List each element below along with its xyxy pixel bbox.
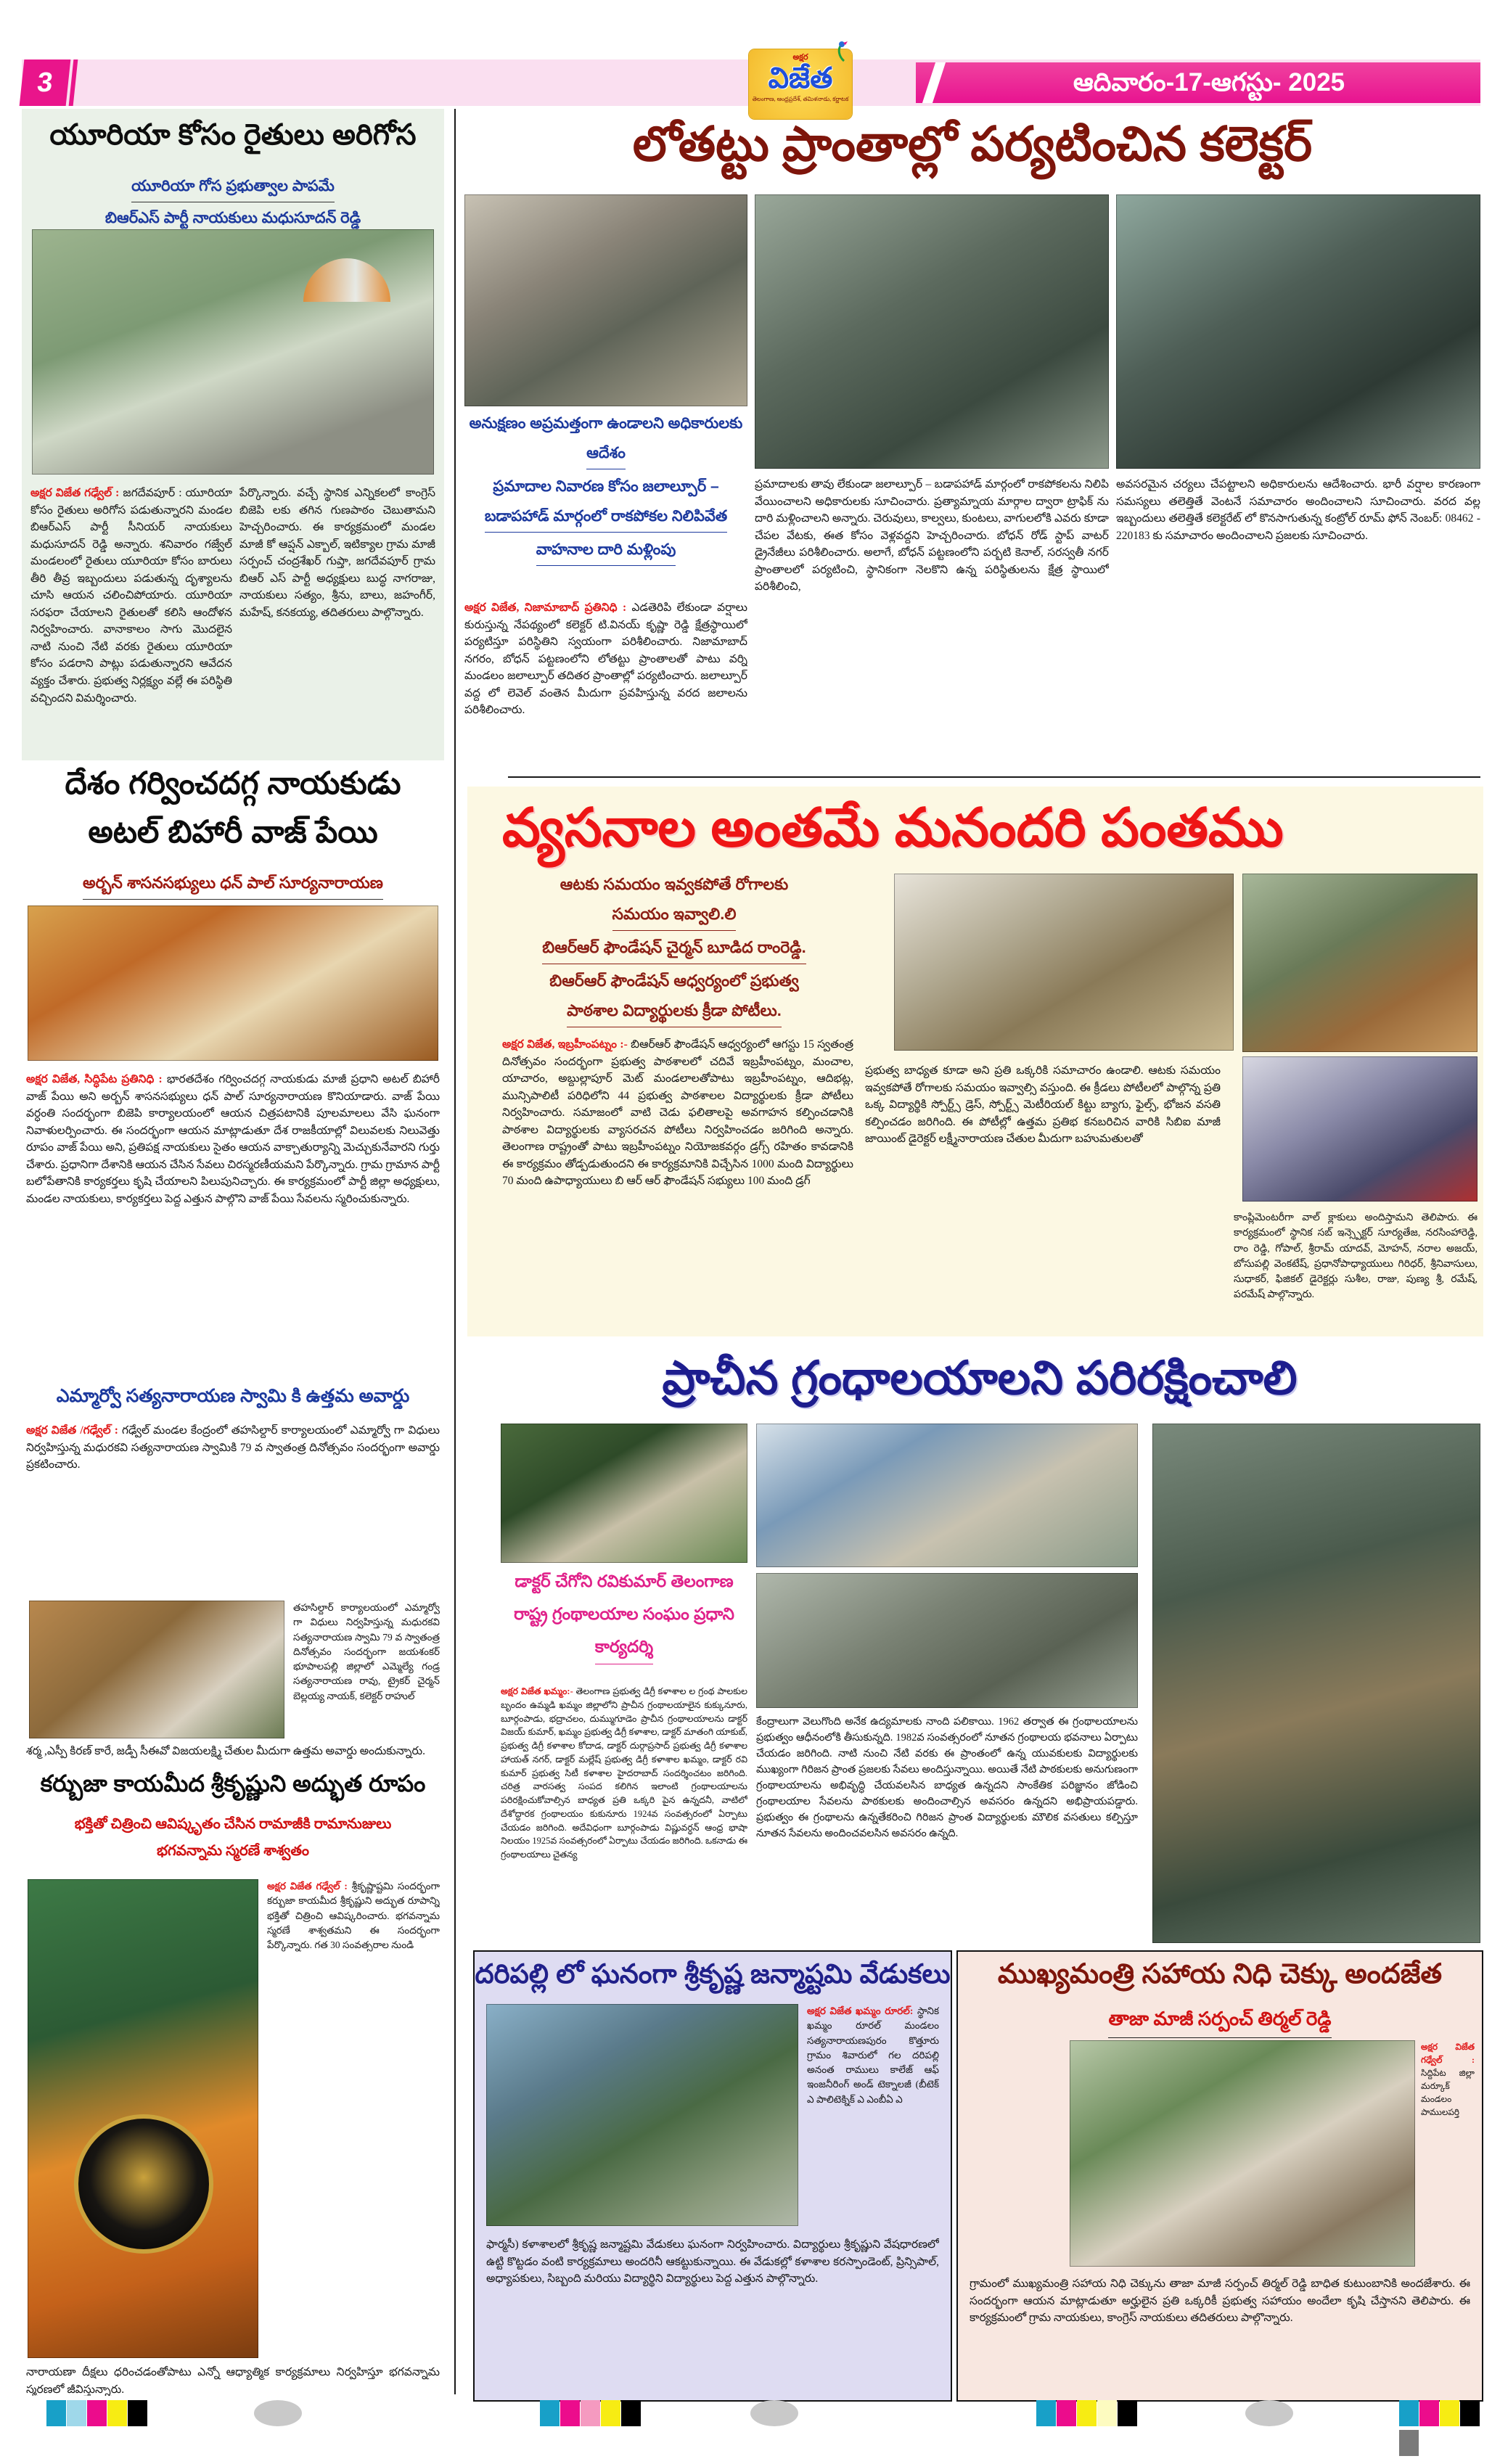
page-number-box [20, 59, 71, 106]
peacock-icon [835, 41, 853, 62]
photo-college-road [486, 2004, 798, 2226]
collector-headline: లోతట్టు ప్రాంతాల్లో పర్యటించిన కలెక్టర్ [632, 117, 1313, 171]
library-subhead-block [501, 1572, 747, 1664]
atal-headline-line2: అటల్ బిహారీ వాజ్ పేయి [88, 815, 378, 850]
color-bar [621, 2400, 641, 2426]
color-bar [67, 2400, 86, 2426]
atal-body: అక్షర విజేత, సిద్ధిపేట ప్రతినిధి : భారతదేశం గర్వించదగ్గ నాయకుడు మాజీ ప్రధాని అటల్ బిహారీ వాజ్ పేయి అని అర్బన్ శాసనసభ్యులు ధన్ పాల్ సూర్యనారాయణ కొనియాడారు. వాజ్ పేయి వర్ధంతి సందర్భంగా బిజెపి కార్యాలయంలో ఆయన చిత్రపటానికి పూలమాలలు వేసి ఘనంగా నివాళులర్పించారు. ఈ సందర్భంగా ఆయన మాట్లాడుతూ దేశ రాజకీయాల్లో విలువలకు నిలువెత్తు రూపం వాజ్ పేయి అని, ప్రతిపక్ష నాయకులు సైతం ఆయన వాక్చాతుర్యాన్ని మెచ్చుకునేవారని గుర్తు చేశారు. ప్రధానిగా దేశానికి ఆయన చేసిన సేవలు చిరస్మరణీయమని పేర్కొన్నారు. గ్రామ గ్రామాన పార్టీ బలోపేతానికి కార్యకర్తలు కృషి చేయాలని పిలుపునిచ్చారు. ఈ కార్యక్రమంలో పార్టీ జిల్లా అధ్యక్షులు, మండల నాయకులు, కార్యకర్తలు పెద్ద ఎత్తున పాల్గొని వాజ్ పేయి సేవలను స్మరించుకున్నారు. [26, 1073, 440, 1205]
logo-bottom-label: తెలంగాణ, ఆంధ్రప్రదేశ్, తమిళనాడు, కర్ణాటక [752, 96, 849, 102]
sports-subhead-4: బిఆర్ఆర్ ఫౌండేషన్ ఆధ్వర్యంలో ప్రభుత్వ [549, 972, 799, 990]
date-ribbon [916, 62, 1480, 103]
library-headline: ప్రాచీన గ్రంధాలయాలని పరిరక్షించాలి [662, 1352, 1298, 1404]
color-bar [560, 2400, 580, 2426]
photo-book-cupboard [1152, 1424, 1480, 1943]
logo-top-label: అక్షర [792, 53, 808, 62]
library-subhead-3: కార్యదర్శి [501, 1637, 747, 1664]
page-number: 3 [36, 67, 54, 98]
library-col2: కేంద్రాలుగా వెలుగొంది అనేక ఉద్యమాలకు నాంది పలికాయి. 1962 తర్వాత ఈ గ్రంథాలయాలను ప్రభుత్వం ఆధీనంలోకి తీసుకున్నది. 1982వ సంవత్సరంలో నూతన గ్రంథాలయ భవనాలు ఏర్పాటు చేయడం జరిగింది. నాటి నుంచి నేటి వరకు ఈ ప్రాంతంలో ఉన్న యువకులకు విద్యార్థులకు ముఖ్యంగా గిరిజన ప్రాంత ప్రజలకు సేవలు అందిస్తున్నాయి. అయితే నేటి పాఠకులకు అనుగుణంగా గ్రంథాలయాలను అభివృద్ధి చేయవలసిన బాధ్యత ఉన్నదని సాంకేతిక పరిజ్ఞానం జోడించి గ్రంథాలయాల సేవలను పాఠకులకు అందించాల్సిన అవసరం ఉన్నదని అభిప్రాయపడ్డారు. ప్రభుత్వం ఈ గ్రంథాలను ఉన్నతేకరించి గిరిజన ప్రాంత విద్యార్థులకు మౌలిక వసతులు కల్పిస్తూ నూతన సేవలను అందించవలసిన అవసరం ఉన్నది. [756, 1716, 1138, 1840]
cm-body-side: అక్షర విజేత గఢ్వేల్ : సిద్దిపేట జిల్లా మర్కూక్ మండలం పాములపర్తి [1421, 2042, 1475, 2117]
atal-headline-line1: దేశం గర్వించదగ్గ నాయకుడు [65, 766, 401, 801]
photo-award-ceremony [29, 1601, 284, 1738]
reg-oval-3 [1245, 2400, 1293, 2426]
article-sports [467, 787, 1483, 1336]
reg-group-1 [46, 2400, 148, 2430]
cm-subhead: తాజా మాజీ సర్పంచ్ తిర్మల్ రెడ్డి [958, 2008, 1482, 2038]
collector-subhead-1: అనుక్షణం అప్రమత్తంగా ఉండాలని అధికారులకు [469, 415, 743, 432]
library-subhead-2: రాష్ట్ర గ్రంథాలయాల సంఘం ప్రధాని [514, 1604, 734, 1623]
collector-subhead-block [464, 415, 747, 566]
color-bar [1118, 2400, 1137, 2426]
reg-group-4 [1399, 2400, 1500, 2460]
article-urea [22, 109, 444, 760]
karbuja-subhead-2: భగవన్నామ స్మరణే శాశ్వతం [156, 1843, 310, 1859]
color-bar [1077, 2400, 1097, 2426]
rule-below-collector [508, 776, 1480, 778]
karbuja-body-bottom: నారాయణా దీక్షలు ధరించడంతోపాటు ఎన్నో ఆధ్యాత్మిక కార్యక్రమాలు నిర్వహిస్తూ భగవన్నామ స్మరణలో జీవిస్తున్నారు. [26, 2366, 440, 2396]
photo-cheque-handover [1070, 2040, 1415, 2267]
urea-body-col2: పేర్కొన్నారు. వచ్చే స్థానిక ఎన్నికలలో కాంగ్రెస్ బిజెపి లకు తగిన గుణపాఠం చెబుతామని హెచ్చరించారు. ఈ కార్యక్రమంలో మండల మాజీ కో ఆప్షన్ ఎక్బాల్, ఇటిక్యాల గ్రామ మాజీ సర్పంచ్ చంద్రశేఖర్ గుప్తా, జగదేవపూర్ గ్రామ బిఆర్ ఎస్ పార్టీ అధ్యక్షులు బుద్ధ నాగరాజు, నాయకులు సత్యం, శ్రీను, బాలు, జహంగీర్, మహేష్, కనకయ్య, తదితరులు పాల్గొన్నారు. [239, 487, 435, 619]
sports-col1: అక్షర విజేత, ఇబ్రహీంపట్నం :- బిఆర్ఆర్ ఫౌండేషన్ ఆధ్వర్యంలో ఆగస్టు 15 స్వతంత్ర దినోత్సవం సందర్భంగా ప్రభుత్వ పాఠశాలలో చదివే ఇబ్రహీంపట్నం, మంచాల, యాచారం, అబ్దుల్లాపూర్ మెట్ మండలాలతోపాటు ఇబ్రహీంపట్నం, ఆదిభట్ల, మున్సిపాలిటీ పరిధిలోని 44 ప్రభుత్వ పాఠశాలల విద్యార్థులకు క్రీడా పోటీలు నిర్వహించారు. సమాజంలో వాటి చెడు ఫలితాలపై అవగాహన కల్పించడానికి పాఠశాల విద్యార్థులకు వ్యాసరచన పోటీలు నిర్వహించడం జరిగింది అన్నారు. తెలంగాణ రాష్ట్రంతో పాటు ఇబ్రహీంపట్నం నియోజకవర్గం డ్రగ్స్ రహితం కావడానికి ఈ కార్యక్రమం తోడ్పడుతుందని ఈ కార్యక్రమానికి విచ్చేసిన 1000 మంది విద్యార్థులు 70 మంది ఉపాధ్యాయులు బి ఆర్ ఆర్ ఫౌండేషన్ సభ్యులు 100 మంది డ్రగ్ [502, 1038, 853, 1188]
photo-library-building [501, 1424, 747, 1563]
article-daripalli [473, 1950, 952, 2402]
registration-marks [0, 2400, 1500, 2429]
photo-bjp-tribute [28, 905, 438, 1061]
column-divider [454, 109, 456, 2394]
reg-oval-1 [254, 2400, 302, 2426]
masthead-logo [749, 49, 852, 119]
color-bar [128, 2400, 147, 2426]
logo-title: విజేత [768, 62, 833, 94]
article-cm-cheque [956, 1950, 1483, 2402]
sports-subhead-3: బిఆర్ఆర్ ఫౌండేషన్ చైర్మన్ బూడిద రాంరెడ్డి. [504, 938, 845, 964]
emro-subhead: ఎమ్మార్వో సత్యనారాయణ స్వామి కి ఉత్తమ అవార్డు [56, 1386, 410, 1406]
photo-farmers-protest [32, 229, 434, 475]
umbrella-shape [303, 258, 390, 302]
color-bar [1460, 2400, 1480, 2426]
library-subhead-1: డాక్టర్ చేగోని రవికుమార్ తెలంగాణ [515, 1572, 734, 1590]
sports-subhead-2: సమయం ఇవ్వాలి.లి [504, 905, 845, 931]
color-bar [107, 2400, 127, 2426]
daripalli-body-side: అక్షర విజేత ఖమ్మం రూరల్: స్థానిక ఖమ్మం రూరల్ మండలం సత్యనారాయణపురం కొత్తూరు గ్రామం శివారులో గల దరిపల్లి అనంత రాములు కాలేజ్ ఆఫ్ ఇంజనీరింగ్ అండ్ టెక్నాలజీ (బీటెక్ ఎ పాలిటెక్నిక్ ఎ ఎంబీఏ ఎ [807, 2005, 939, 2105]
photo-collector-field-visit [755, 194, 1109, 469]
sports-col2: ప్రభుత్వ బాధ్యత కూడా అని ప్రతి ఒక్కరికి సమాచారం ఉండాలి. ఆటకు సమయం ఇవ్వకపోతే రోగాలకు సమయం ఇవ్వాల్సి వస్తుంది. ఈ క్రీడలు పోటీలలో పాల్గొన్న ప్రతి ఒక్క విద్యార్థికి స్పోర్ట్స్ డ్రెస్, స్పోర్ట్స్ మెటీరియల్ కిట్టు బ్యాగు, ఫైల్స్, భోజన వసతి కల్పించడం జరిగింది. ఈ పోటీల్లో ఉత్తమ ప్రతిభ కనబరిచిన వారికి సిబిఐ మాజీ జాయింట్ డైరెక్టర్ లక్ష్మీనారాయణ చేతుల మీదుగా బహుమతులతో [865, 1064, 1221, 1146]
reg-group-3 [1036, 2400, 1138, 2430]
color-bar [601, 2400, 620, 2426]
photo-collector-office [464, 194, 747, 406]
color-bar [1440, 2400, 1459, 2426]
urea-subhead-1: యూరియా గోస ప్రభుత్వాల పాపమే [22, 178, 444, 202]
color-bar [540, 2400, 560, 2426]
edition-date: ఆదివారం-17-ఆగస్టు- 2025 [1073, 68, 1345, 96]
color-bar [1097, 2400, 1117, 2426]
cm-body-bottom: గ్రామంలో ముఖ్యమంత్రి సహాయ నిధి చెక్కును తాజా మాజీ సర్పంచ్ తిర్మల్ రెడ్డి బాధిత కుటుంబానికి అందజేశారు. ఈ సందర్భంగా ఆయన మాట్లాడుతూ అర్హులైన ప్రతి ఒక్కరికీ ప్రభుత్వ సహాయం అందేలా కృషి చేస్తానని తెలిపారు. ఈ కార్యక్రమంలో గ్రామ నాయకులు, కాంగ్రెస్ నాయకులు తదితరులు పాల్గొన్నారు. [970, 2278, 1470, 2325]
library-col1: అక్షర విజేత ఖమ్మం:- తెలంగాణ ప్రభుత్వ డిగ్రీ కళాశాల ల గ్రంథ పాలకుల బృందం ఉమ్మడి ఖమ్మం జిల్లాలోని ప్రాచీన గ్రంథాలయాలైన కుక్కునూరు, బూర్గంపాడు, భద్రాచలం, దుమ్ముగూడెం ప్రాచీన గ్రంథాలయాలను డాక్టర్ విజయ్ కుమార్, ఖమ్మం ప్రభుత్వ డిగ్రీ కళాశాల, డాక్టర్ మాతంగి యాకుబ్, ప్రభుత్వ డిగ్రీ కళాశాల కోదాడ, డాక్టర్ దుర్గాప్రసాద్ ప్రభుత్వ డిగ్రీ కళాశాల హాయత్ నగర్, డాక్టర్ మల్లేష్ ప్రభుత్వ డిగ్రీ కళాశాల ఖమ్మం, డాక్టర్ రవి కుమార్ ప్రభుత్వ సిటీ కళాశాల హైదరాబాద్ సందర్శించటం జరిగింది. చరిత్ర వారసత్వ సంపద కలిగిన ఇలాంటి గ్రంథాలయాలను పరిరక్షించుకోవాల్సిన బాధ్యత ప్రతి ఒక్కరి పైన ఉన్నదనీ, వాటిలో దేశోద్ధారక గ్రంథాలయం కుకునూరు 1924వ సంవత్సరంలో ఏర్పాటు చేయడం జరిగింది. అదేవిధంగా బూర్గంపాడు విష్ణువర్ధన్ ఆంధ్ర భాషా నిలయం 1925వ సంవత్సరంలో ఏర్పాటు చేయడం జరిగింది. ఒకనాడు ఈ గ్రంథాలయాలు చైతన్య [501, 1686, 747, 1860]
shiva-plaque-shape [78, 2119, 209, 2249]
color-bar [1057, 2400, 1076, 2426]
photo-sports-ground-group [894, 874, 1234, 1051]
daripalli-body-bottom: ఫార్మసీ) కళాశాలలో శ్రీకృష్ణ జన్మాష్టమి వేడుకలు ఘనంగా నిర్వహించారు. విద్యార్థులు శ్రీకృష్ణుని వేషధారణలో ఉట్టి కొట్టడం వంటి కార్యక్రమాలు అందరినీ ఆకట్టుకున్నాయి. ఈ వేడుకల్లో కళాశాల కరస్పాండెంట్, ప్రిన్సిపాల్, అధ్యాపకులు, సిబ్బంది మరియు విద్యార్థిని విద్యార్థులు పెద్ద ఎత్తున పాల్గొన్నారు. [486, 2238, 939, 2286]
sports-col3: కాంప్లిమెంటరీగా వాల్ క్లాకులు అందిస్తామని తెలిపారు. ఈ కార్యక్రమంలో స్థానిక సబ్ ఇన్స్పెక్టర్ సూర్యతేజ, నరసింహారెడ్డి, రాం రెడ్డి, గోపాల్, శ్రీరామ్ యాదవ్, మోహన్, నరాల అజయ్, బోసుపల్లి వెంకటేష్, ప్రధానోపాధ్యాయులు గిరిధర్, శ్రీనివాసులు, సుధాకర్, ఫిజికల్ డైరెక్టర్లు సుశీల, రాజు, పుణ్య శ్రీ, రమేష్, పరమేష్ పాల్గొన్నారు. [1234, 1212, 1478, 1301]
daripalli-headline: దరిపల్లి లో ఘనంగా శ్రీకృష్ణ జన్మాష్టమి వేడుకలు [475, 1959, 951, 1989]
collector-col3: అవసరమైన చర్యలు చేపట్టాలని అధికారులను ఆదేశించారు. భారీ వర్షాల కారణంగా సమస్యలు తలెత్తితే వెంటనే సమాచారం అందించాలని సూచించారు. వరద వల్ల ఇబ్బందులు తలెత్తితే కలెక్టరేట్ లో కొనసాగుతున్న కంట్రోల్ రూమ్ ఫోన్ నెంబర్: 08462 - 220183 కు సమాచారం అందించాలని ప్రజలకు సూచించారు. [1116, 478, 1480, 542]
sports-headline: వ్యసనాల అంతమే మనందరి పంతము [502, 797, 1284, 858]
article-karbuja [22, 1770, 444, 2399]
photo-collector-rain-visit [1116, 194, 1480, 469]
photo-sadhu-shiva-art [28, 1879, 258, 2358]
karbuja-headline: కర్బుజా కాయమీద శ్రీకృష్ణుని అద్భుత రూపం [40, 1770, 426, 1796]
section-emro-award [22, 1386, 444, 1769]
collector-subhead-3: ప్రమాదాల నివారణ కోసం జలాల్పూర్ – [493, 478, 719, 495]
urea-headline: యూరియా కోసం రైతులు అరిగోస [49, 119, 417, 151]
color-bar [87, 2400, 107, 2426]
color-bar [46, 2400, 66, 2426]
photo-branch-library-sign [756, 1424, 1138, 1567]
photo-volleyball-match [1242, 874, 1478, 1052]
photo-press-meet-mics [1242, 1056, 1478, 1202]
color-bar [1036, 2400, 1056, 2426]
article-atal [22, 763, 444, 1384]
emro-body-top: అక్షర విజేత /గఢ్వేల్ : గఢ్వేల్ మండల కేంద్రంలో తహసిల్దార్ కార్యాలయంలో ఎమ్మార్వో గా విధులు నిర్వహిస్తున్న మధురకవి సత్యనారాయణ స్వామికి 79 వ స్వాతంత్ర దినోత్సవం సందర్భంగా అవార్డు ప్రకటించారు. [26, 1424, 440, 1471]
sports-subhead-block [504, 875, 845, 1027]
reg-group-2 [540, 2400, 642, 2430]
collector-subhead-4: బడాపహాడ్ మార్గంలో రాకపోకల నిలిపివేత [464, 508, 747, 533]
karbuja-subhead-1: భక్తితో చిత్రించి ఆవిష్కృతం చేసిన రామాజీకి రామానుజులు [74, 1816, 392, 1832]
photo-library-interior [756, 1573, 1138, 1708]
cm-headline: ముఖ్యమంత్రి సహాయ నిధి చెక్కు అందజేత [997, 1959, 1443, 1989]
color-bar [581, 2400, 600, 2426]
color-bar [1419, 2400, 1439, 2426]
emro-body-side: తహసిల్దార్ కార్యాలయంలో ఎమ్మార్వో గా విధులు నిర్వహిస్తున్న మధురకవి సత్యనారాయణ స్వామి 79 వ స్వాతంత్ర దినోత్సవం సందర్భంగా జయశంకర్ భూపాలపల్లి జిల్లాలో ఎమ్మెల్యే గండ్ర సత్యనారాయణ రావు, ట్రైకర్ చైర్మన్ బెల్లయ్య నాయక్, కలెక్టర్ రాహుల్ [293, 1602, 440, 1701]
urea-subhead-2: బిఆర్ఎస్ పార్టీ నాయకులు మధుసూదన్ రెడ్డి [22, 210, 444, 234]
sports-subhead-5: పాఠశాల విద్యార్థులకు క్రీడా పోటీలు. [504, 1001, 845, 1027]
reg-oval-2 [750, 2400, 798, 2426]
sports-subhead-1: ఆటకు సమయం ఇవ్వకపోతే రోగాలకు [560, 875, 789, 893]
atal-subhead: అర్బన్ శాసనసభ్యులు ధన్ పాల్ సూర్యనారాయణ [22, 874, 444, 900]
collector-col2: ప్రమాదాలకు తావు లేకుండా జలాల్పూర్ – బడాపహాడ్ మార్గంలో రాకపోకలను నిలిపి వేయించాలని అధికారులకు సూచించారు. ప్రత్యామ్నాయ మార్గాల ద్వారా ట్రాఫిక్ ను దారి మళ్లించాలని అన్నారు. చెరువులు, కాల్వలు, కుంటలు, వాగులలోకి ఎవరు కూడా చేపల వేటకు, ఈత కోసం వెళ్లవద్దని హెచ్చరించారు. బోధన్ రోడ్ స్టాప్ వాటర్ డ్రైనేజీలు పరిశీలించారు. అలాగే, బోధన్ పట్టణంలోని పర్బటి కెనాల్, సరస్వతీ నగర్ ప్రాంతాలలో పర్యటించి, స్థానికంగా నెలకొని ఉన్న పరిస్థితులను క్షేత్ర స్థాయిలో పరిశీలించి, [755, 478, 1109, 594]
color-bar [1399, 2430, 1419, 2456]
color-bar [1399, 2400, 1419, 2426]
collector-subhead-5: వాహనాల దారి మళ్లింపు [464, 541, 747, 566]
collector-col1: అక్షర విజేత, నిజామాబాద్ ప్రతినిధి : ఎడతెరిపి లేకుండా వర్షాలు కురుస్తున్న నేపథ్యంలో కలెక్టర్ టి.వినయ్ కృష్ణా రెడ్డి క్షేత్రస్థాయిలో పర్యటిస్తూ పరిస్థితిని స్వయంగా పరిశీలించారు. నిజామాబాద్ నగరం, బోధన్ పట్టణంలోని లోతట్టు ప్రాంతాలతో పాటు వర్ని మండలం జలాల్పూర్ తదితర ప్రాంతాల్లో పర్యటించారు. జలాల్పూర్ వద్ద లో లెవెల్ వంతెన మీదుగా ప్రవహిస్తున్న వరద జలాలను పరిశీలించారు. [464, 601, 747, 717]
collector-subhead-2: ఆదేశం [464, 445, 747, 469]
karbuja-body-side: అక్షర విజేత గఢ్వేల్ : శ్రీకృష్ణాష్టమి సందర్భంగా కర్బుజా కాయమీద శ్రీకృష్ణుని అద్భుత రూపాన్ని భక్తితో చిత్రించి ఆవిష్కరించారు. భగవన్నామ స్మరణే శాశ్వతమని ఈ సందర్భంగా పేర్కొన్నారు. గత 30 సంవత్సరాల నుండి [267, 1881, 440, 1950]
urea-body-col1: అక్షర విజేత గఢ్వేల్ : జగదేవపూర్ : యూరియా కోసం రైతులు అరిగోస పడుతున్నారని మండల బిఆర్ఎస్ పార్టీ సీనియర్ నాయకులు మధుసూదన్ రెడ్డి అన్నారు. శనివారం గజ్వేల్ మండలంలో రైతులు యూరియా కోసం బారులు తీరి తీవ్ర ఇబ్బందులు పడుతున్న దృశ్యాలను చూసి ఆయన చలించిపోయారు. యూరియా సరఫరా చేయాలని రైతులతో కలిసి ఆందోళన నిర్వహించారు. వానాకాలం సాగు మొదలైన నాటి నుంచి నేటి వరకు రైతులు యూరియా కోసం పడరాని పాట్లు పడుతున్నారని ఆవేదన వ్యక్తం చేశారు. ప్రభుత్వ నిర్లక్ష్యం వల్లే ఈ పరిస్థితి వచ్చిందని విమర్శించారు. [30, 487, 232, 705]
emro-body-bottom: శర్మ ,ఎస్పీ కిరణ్ కారే, జడ్పీ సీఈవో విజయలక్ష్మి చేతుల మీదుగా ఉత్తమ అవార్డు అందుకున్నారు. [26, 1745, 425, 1757]
